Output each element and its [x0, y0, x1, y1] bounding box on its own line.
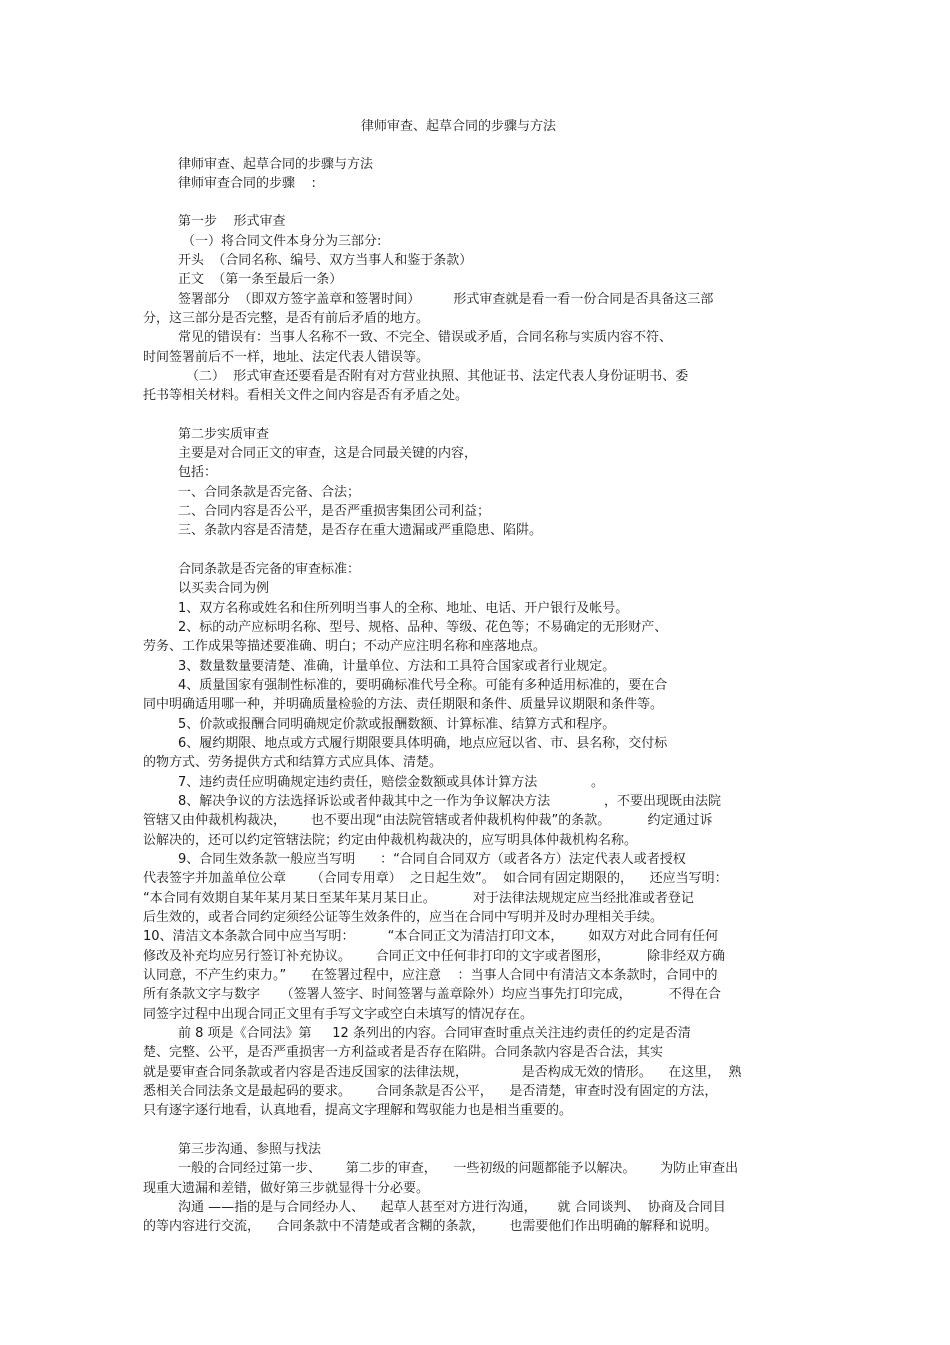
paragraph-line: 第二步实质审查 [178, 427, 270, 442]
paragraph-line: 1、双方名称或姓名和住所列明当事人的全称、地址、电话、开户银行及帐号。 [178, 601, 629, 616]
paragraph-line: 时间签署前后不一样，地址、法定代表人错误等。 [143, 350, 430, 365]
paragraph-line: 6、履约期限、地点或方式履行期限要具体明确，地点应冠以省、市、县名称，交付标 [178, 736, 668, 751]
paragraph-line: 二、合同内容是否公平，是否严重损害集团公司利益； [178, 504, 491, 519]
paragraph-line: 托书等相关材料。看相关文件之间内容是否有矛盾之处。 [143, 388, 469, 403]
paragraph-line: 修改及补充均应另行签订补充协议。 合同正文中任何非打印的文字或者图形， 除非经双方确 [143, 949, 725, 964]
paragraph-line: 只有逐字逐行地看，认真地看，提高文字理解和驾驭能力也是相当重要的。 [143, 1103, 573, 1118]
paragraph-line: 同签字过程中出现合同正文里有手写文字或空白未填写的情况存在。 [143, 1007, 534, 1022]
paragraph-line: 9、合同生效条款一般应当写明 ：“合同自合同双方（或者各方）法定代表人或者授权 [178, 852, 686, 867]
paragraph-line: 管辖又由仲裁机构裁决， 也不要出现“由法院管辖或者仲裁机构仲裁”的条款。 约定通过诉 [143, 813, 713, 828]
paragraph-line: 5、价款或报酬合同明确规定价款或报酬数额、计算标准、结算方式和程序。 [178, 717, 616, 732]
paragraph-line: 一般的合同经过第一步、 第二步的审查， 一些初级的问题都能予以解决。 为防止审查出 [178, 1161, 739, 1176]
paragraph-line: 律师审查、起草合同的步骤与方法 [178, 157, 374, 172]
paragraph-line: 讼解决的，还可以约定管辖法院；约定由仲裁机构裁决的，应写明具体仲裁机构名称。 [143, 833, 638, 848]
paragraph-line: 前 8 项是《合同法》第 12 条列出的内容。合同审查时重点关注违约责任的约定是否清 [178, 1026, 691, 1041]
paragraph-line: 开头 （合同名称、编号、双方当事人和鉴于条款） [178, 253, 473, 268]
paragraph-line: 10、清洁文本条款合同中应当写明： “本合同正文为清洁打印文本， 如双方对此合同有任何 [143, 929, 719, 944]
paragraph-line: 签署部分 （即双方签字盖章和签署时间） 形式审查就是看一看一份合同是否具备这三部 [178, 292, 714, 307]
paragraph-line: 2、标的动产应标明名称、型号、规格、品种、等级、花色等；不易确定的无形财产、 [178, 620, 668, 635]
paragraph-line: “本合同有效期自某年某月某日至某年某月某日止。 对于法律法规规定应当经批准或者登记 [143, 891, 694, 906]
paragraph-line: 代表签字并加盖单位公章 （合同专用章） 之日起生效”。 如合同有固定期限的， 还应当写明： [143, 871, 728, 886]
paragraph-line: 常见的错误有：当事人名称不一致、不完全、错误或矛盾，合同名称与实质内容不符、 [178, 330, 673, 345]
paragraph-line: 劳务、工作成果等描述要准确、明白；不动产应注明名称和座落地点。 [143, 639, 547, 654]
paragraph-line: 楚、完整、公平，是否严重损害一方利益或者是否存在陷阱。合同条款内容是否合法，其实 [143, 1045, 664, 1060]
paragraph-line: 第三步沟通、参照与找法 [178, 1142, 322, 1157]
paragraph-line: 主要是对合同正文的审查，这是合同最关键的内容， [178, 446, 478, 461]
paragraph-line: 正文 （第一条至最后一条） [178, 272, 343, 287]
paragraph-line: 三、条款内容是否清楚，是否存在重大遗漏或严重隐患、陷阱。 [178, 523, 543, 538]
paragraph-line: 后生效的，或者合同约定须经公证等生效条件的，应当在合同中写明并及时办理相关手续。 [143, 910, 664, 925]
paragraph-line: 悉相关合同法条文是最起码的要求。 合同条款是否公平， 是否清楚，审查时没有固定的方法， [143, 1084, 718, 1099]
paragraph-line: 第一步 形式审查 [178, 214, 286, 229]
paragraph-line: 3、数量数量要清楚、准确，计量单位、方法和工具符合国家或者行业规定。 [178, 659, 616, 674]
paragraph-line: （二） 形式审查还要看是否附有对方营业执照、其他证书、法定代表人身份证明书、委 [186, 369, 689, 384]
paragraph-line: 包括： [178, 465, 218, 480]
paragraph-line: 一、合同条款是否完备、合法； [178, 485, 361, 500]
document-title: 律师审查、起草合同的步骤与方法 [361, 119, 557, 134]
paragraph-line: 的物方式、劳务提供方式和结算方式应具体、清楚。 [143, 755, 443, 770]
paragraph-line: 8、解决争议的方法选择诉讼或者仲裁其中之一作为争议解决方法 ，不要出现既由法院 [178, 794, 721, 809]
paragraph-line: 就是要审查合同条款或者内容是否违反国家的法律法规， 是否构成无效的情形。 在这里， 熟 [143, 1065, 742, 1080]
paragraph-line: 律师审查合同的步骤 : [178, 176, 316, 191]
paragraph-line: 认同意，不产生约束力。” 在签署过程中，应注意 ：当事人合同中有清洁文本条款时，合同中的 [143, 968, 718, 983]
paragraph-line: 同中明确适用哪一种，并明确质量检验的方法、责任期限和条件、质量异议期限和条件等。 [143, 697, 664, 712]
paragraph-line: 以买卖合同为例 [178, 581, 270, 596]
paragraph-line: 的等内容进行交流， 合同条款中不清楚或者含糊的条款， 也需要他们作出明确的解释和说明。 [143, 1219, 718, 1234]
paragraph-line: （一）将合同文件本身分为三部分: [182, 234, 382, 249]
paragraph-line: 7、违约责任应明确规定违约责任，赔偿金数额或具体计算方法 。 [178, 775, 604, 790]
paragraph-line: 所有条款文字与数字 （签署人签字、时间签署与盖章除外）均应当事先打印完成， 不得在合 [143, 987, 721, 1002]
paragraph-line: 合同条款是否完备的审查标准： [178, 562, 361, 577]
paragraph-line: 4、质量国家有强制性标准的，要明确标准代号全称。可能有多种适用标准的，要在合 [178, 678, 668, 693]
paragraph-line: 分，这三部分是否完整，是否有前后矛盾的地方。 [143, 311, 430, 326]
paragraph-line: 现重大遗漏和差错，做好第三步就显得十分必要。 [143, 1181, 430, 1196]
paragraph-line: 沟通 ——指的是与合同经办人、 起草人甚至对方进行沟通， 就 合同谈判、 协商及合同目 [178, 1200, 726, 1215]
